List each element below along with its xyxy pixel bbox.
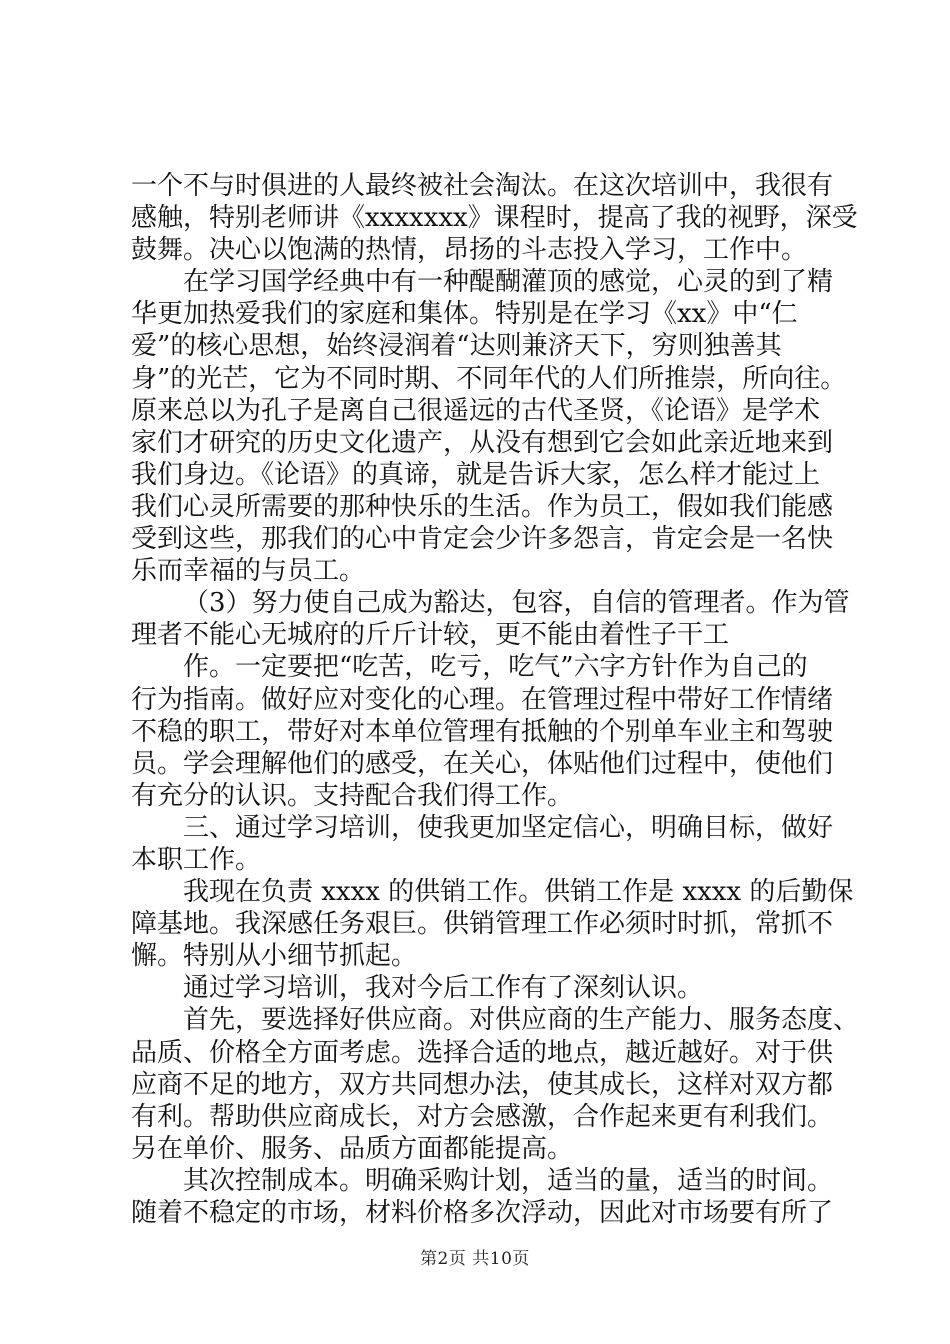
text-line: 三、通过学习培训，使我更加坚定信心，明确目标，做好 [183, 812, 834, 843]
text-line: 另在单价、服务、品质方面都能提高。 [131, 1133, 574, 1164]
text-line: 我现在负责 xxxx 的供销工作。供销工作是 xxxx 的后勤保 [183, 877, 854, 908]
body-text [131, 170, 860, 1229]
text-line: 鼓舞。决心以饱满的热情，昂扬的斗志投入学习，工作中。 [131, 235, 808, 266]
text-line: 理者不能心无城府的斤斤计较，更不能由着性子干工 [131, 620, 730, 651]
text-line: 作。一定要把“吃苦，吃亏，吃气”六字方针作为自己的 [183, 652, 808, 683]
text-line: 有充分的认识。支持配合我们得工作。 [131, 780, 574, 811]
text-line: 身”的光芒，它为不同时期、不同年代的人们所推崇，所向往。 [131, 363, 847, 394]
text-line: （3）努力使自己成为豁达，包容，自信的管理者。作为管 [183, 588, 850, 619]
text-line: 感触，特别老师讲《xxxxxxx》课程时，提高了我的视野，深受 [131, 203, 858, 234]
text-line: 障基地。我深感任务艰巨。供销管理工作必须时时抓，常抓不 [131, 909, 834, 940]
text-line: 华更加热爱我们的家庭和集体。特别是在学习《xx》中“仁 [131, 299, 798, 330]
text-line: 一个不与时俱进的人最终被社会淘汰。在这次培训中，我很有 [131, 171, 834, 201]
text-line: 不稳的职工，带好对本单位管理有抵触的个别单车业主和驾驶 [131, 716, 834, 747]
text-line: 懈。特别从小细节抓起。 [131, 941, 418, 972]
text-line: 我们身边。《论语》的真谛，就是告诉大家，怎么样才能过上 [131, 459, 821, 490]
text-line: 员。学会理解他们的感受，在关心，体贴他们过程中，使他们 [131, 748, 834, 779]
text-line: 在学习国学经典中有一种醍醐灌顶的感觉，心灵的到了精 [183, 267, 834, 298]
text-line: 随着不稳定的市场，材料价格多次浮动，因此对市场要有所了 [131, 1198, 834, 1228]
text-line: 本职工作。 [131, 844, 262, 875]
text-line: 受到这些，那我们的心中肯定会少许多怨言，肯定会是一名快 [131, 524, 834, 555]
text-line: 我们心灵所需要的那种快乐的生活。作为员工，假如我们能感 [131, 491, 834, 522]
text-line: 首先，要选择好供应商。对供应商的生产能力、服务态度、 [183, 1005, 860, 1036]
text-line: 行为指南。做好应对变化的心理。在管理过程中带好工作情绪 [131, 684, 834, 715]
text-line: 有利。帮助供应商成长，对方会感激，合作起来更有利我们。 [131, 1101, 834, 1132]
text-line: 爱”的核心思想，始终浸润着“达则兼济天下，穷则独善其 [131, 331, 782, 362]
text-line: 乐而幸福的与员工。 [131, 556, 366, 587]
text-line: 原来总以为孔子是离自己很遥远的古代圣贤，《论语》是学术 [131, 395, 821, 426]
text-line: 通过学习培训，我对今后工作有了深刻认识。 [183, 973, 704, 1004]
text-line: 应商不足的地方，双方共同想办法，使其成长，这样对双方都 [131, 1069, 834, 1100]
text-line: 家们才研究的历史文化遗产，从没有想到它会如此亲近地来到 [131, 427, 834, 458]
text-line: 其次控制成本。明确采购计划，适当的量，适当的时间。 [183, 1165, 834, 1196]
text-line: 品质、价格全方面考虑。选择合适的地点，越近越好。对于供 [131, 1037, 834, 1068]
page-footer: 第2页 共10页 [420, 1249, 530, 1269]
